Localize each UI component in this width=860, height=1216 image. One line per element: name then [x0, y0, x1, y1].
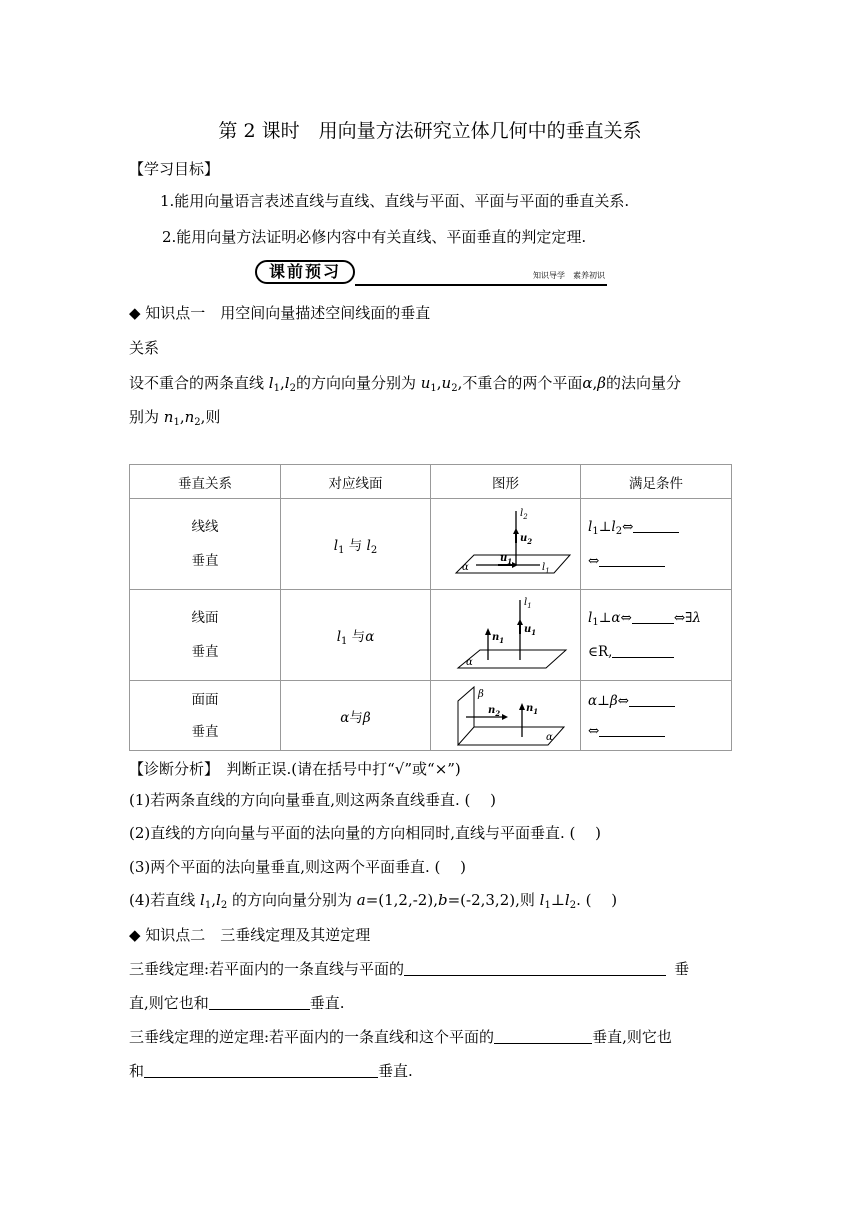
- figure-line-plane: [431, 590, 581, 681]
- kp1-heading-cont: 关系: [129, 339, 160, 357]
- figure-plane-plane: [431, 681, 581, 751]
- svg-text:β: β: [477, 688, 484, 700]
- svg-text:l2: $l_2$: [519, 508, 528, 521]
- relation-type: 线线: [191, 519, 219, 535]
- diagnosis-header-line: 【诊断分析】 判断正误.(请在括号中打“√”或“×”): [129, 760, 461, 778]
- diagnosis-item: (2)直线的方向向量与平面的法向量的方向相同时,直线与平面垂直. ( ): [129, 824, 602, 842]
- perpendicular-relations-table: [129, 464, 732, 751]
- svg-text:α: α: [461, 562, 469, 573]
- objective-item: 2.能用向量方法证明必修内容中有关直线、平面垂直的判定定理.: [162, 228, 587, 246]
- objects-cell: $l_1$ 与 $l_2$: [281, 499, 431, 590]
- table-header: 对应线面: [281, 465, 431, 499]
- relation-type: 面面: [191, 691, 219, 708]
- svg-text:α: α: [465, 657, 473, 668]
- svg-text:n1: $n_1$: [525, 702, 538, 716]
- diagnosis-item: (1)若两条直线的方向向量垂直,则这两条直线垂直. ( ): [129, 791, 497, 809]
- page-title: 第 2 课时 用向量方法研究立体几何中的垂直关系: [218, 120, 642, 142]
- diagnosis-item: (3)两个平面的法向量垂直,则这两个平面垂直. ( ): [129, 858, 467, 876]
- svg-text:α: α: [545, 731, 553, 743]
- svg-text:n2: $n_2$: [487, 704, 500, 718]
- converse-line2: 和 垂直.: [129, 1062, 413, 1080]
- svg-text:l1: $l_1$: [523, 597, 532, 610]
- svg-text:u1: $u_1$: [523, 624, 536, 637]
- objective-item: 1.能用向量语言表述直线与直线、直线与平面、平面与平面的垂直关系.: [160, 192, 630, 210]
- kp1-intro-line2: 别为 $n_1,n_2$,则: [129, 408, 221, 428]
- svg-text:n1: $n_1$: [491, 632, 504, 645]
- objects-cell: α与β: [281, 681, 431, 751]
- svg-text:l1: $l_1$: [541, 562, 550, 575]
- condition-cell: $l_1\perp l_2\Leftrightarrow$ ⇔: [581, 499, 732, 590]
- theorem-line1: 三垂线定理:若平面内的一条直线与平面的 垂: [129, 960, 690, 978]
- section-banner: [255, 258, 607, 290]
- table-header: 垂直关系: [130, 465, 281, 499]
- kp1-heading: ◆ 知识点一 用空间向量描述空间线面的垂直: [129, 304, 431, 322]
- table-row: 面面 垂直 α与β β $n_2$ $n_1$ α α⊥β⇔ ⇔: [130, 681, 732, 751]
- theorem-line2: 直,则它也和 垂直.: [129, 994, 345, 1012]
- banner-subtitle: 知识导学 素养初识: [533, 271, 605, 280]
- diagnosis-header: 【诊断分析】: [129, 760, 212, 778]
- table-row: 线线 垂直 $l_1$ 与 $l_2$ $l_2$ $u_2$ $u_1$ $l_1$ α $l_1\perp l_2\Leftrightarrow$ ⇔: [130, 499, 732, 590]
- kp2-heading: ◆ 知识点二 三垂线定理及其逆定理: [129, 926, 371, 944]
- table-header: 满足条件: [581, 465, 732, 499]
- kp1-intro-line1: 设不重合的两条直线 $l_1,l_2$的方向向量分别为 $u_1,u_2$,不重合的两个平面α,β的法向量分: [129, 374, 681, 394]
- banner-rule: [355, 284, 607, 286]
- figure-line-line: [431, 499, 581, 590]
- svg-text:u2: $u_2$: [519, 533, 532, 546]
- objects-cell: $l_1$ 与α: [281, 590, 431, 681]
- condition-cell: $l_1\perp\alpha\Leftrightarrow$ ⇔∃λ ∈R,: [581, 590, 732, 681]
- table-header-row: [130, 465, 732, 499]
- condition-cell: α⊥β⇔ ⇔: [581, 681, 732, 751]
- table-row: 线面 垂直 $l_1$ 与α $l_1$ $u_1$ $n_1$ α $l_1\perp\alpha\Leftrightarrow$ ⇔∃λ ∈R,: [130, 590, 732, 681]
- converse-line1: 三垂线定理的逆定理:若平面内的一条直线和这个平面的 垂直,则它也: [129, 1028, 672, 1046]
- relation-type: 线面: [191, 610, 219, 626]
- table-header: 图形: [431, 465, 581, 499]
- objectives-header: 【学习目标】: [129, 160, 220, 178]
- banner-label: 课前预习: [255, 260, 355, 284]
- diagnosis-item: (4)若直线 $l_1,l_2$ 的方向向量分别为 a=(1,2,-2),b=(-2,3,2),则 $l_1\perp l_2$. ( ): [129, 891, 618, 911]
- svg-text:u1: $u_1$: [499, 553, 512, 566]
